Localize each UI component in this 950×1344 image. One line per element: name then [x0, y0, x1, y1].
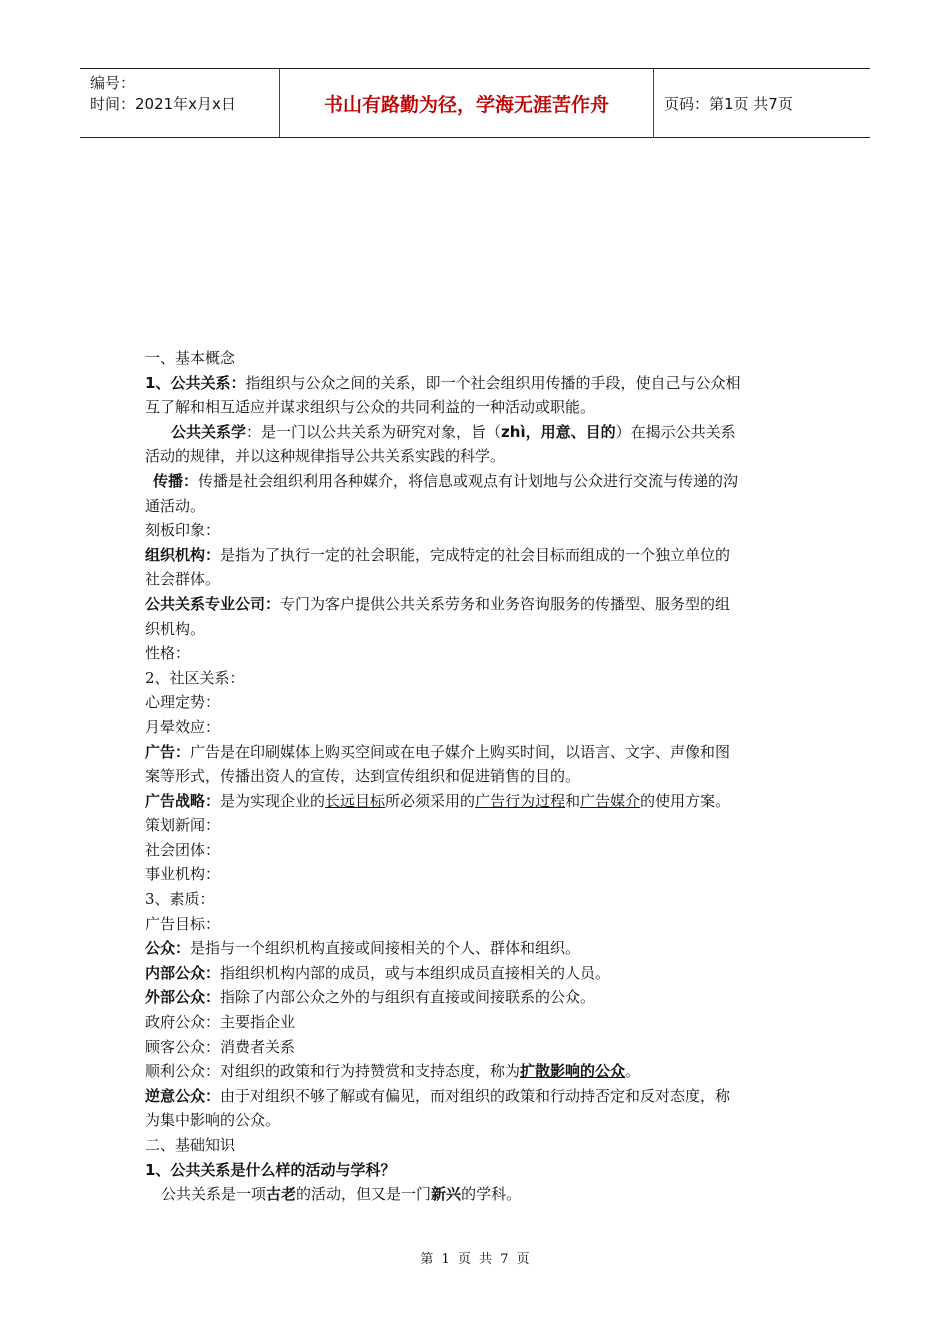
term-public-relations: 公共关系：: [170, 373, 246, 392]
paragraph-line: 活动的规律，并以这种规律指导公共关系实践的科学。: [145, 447, 506, 466]
page-footer: 第 1 页 共 7 页: [420, 1252, 530, 1267]
paragraph-line: 社会团体：: [145, 840, 221, 859]
section-heading-basic-concepts: 一、基本概念: [145, 349, 236, 367]
paragraph-line: 组织机构：是指为了执行一定的社会职能，完成特定的社会目标而组成的一个独立单位的: [145, 545, 731, 564]
term-pr-science: 公共关系学: [171, 422, 247, 441]
paragraph-line: 3、素质：: [145, 890, 215, 909]
paragraph-line: 公共关系专业公司：专门为客户提供公共关系劳务和业务咨询服务的传播型、服务型的组: [145, 594, 731, 613]
paragraph-line: 策划新闻：: [145, 816, 221, 835]
paragraph-line: 通活动。: [145, 496, 206, 515]
term-organization: 组织机构：: [145, 545, 221, 564]
paragraph-line: 性格：: [145, 644, 191, 663]
document-body: [145, 346, 810, 1207]
paragraph-line: 传播：传播是社会组织利用各种媒介，将信息或观点有计划地与公众进行交流与传递的沟: [153, 471, 739, 490]
header-table: [80, 68, 870, 138]
paragraph-line: 内部公众：指组织机构内部的成员，或与本组织成员直接相关的人员。: [145, 963, 611, 982]
term-advertising: 广告：: [145, 742, 191, 761]
paragraph-line: 为集中影响的公众。: [145, 1111, 281, 1130]
paragraph-line: 公共关系学：是一门以公共关系为研究对象，旨（zhì，用意、目的）在揭示公共关系: [171, 422, 736, 441]
paragraph-line: 广告：广告是在印刷媒体上购买空间或在电子媒介上购买时间，以语言、文字、声像和图: [145, 742, 731, 761]
section-heading-basic-knowledge: 二、基础知识: [145, 1136, 236, 1154]
paragraph-line: 公众：是指与一个组织机构直接或间接相关的个人、群体和组织。: [145, 939, 581, 958]
header-info-cell: [80, 69, 280, 137]
paragraph-line: 外部公众：指除了内部公众之外的与组织有直接或间接联系的公众。: [145, 988, 596, 1007]
paragraph-line: 广告目标：: [145, 914, 221, 933]
term-internal-public: 内部公众：: [145, 963, 221, 982]
header-page-number: 页码：第1页 共7页: [664, 94, 793, 113]
paragraph-line: 1、公共关系：指组织与公众之间的关系，即一个社会组织用传播的手段，使自己与公众相: [145, 373, 741, 392]
paragraph-line: 顾客公众：消费者关系: [145, 1037, 296, 1056]
paragraph-line: 社会群体。: [145, 570, 221, 589]
paragraph-line: 织机构。: [145, 619, 206, 638]
paragraph-line: 事业机构：: [145, 865, 221, 884]
term-external-public: 外部公众：: [145, 988, 221, 1007]
paragraph-line: 政府公众：主要指企业: [145, 1013, 296, 1032]
paragraph-line: 2、社区关系：: [145, 668, 245, 687]
paragraph-line: 公共关系是一项古老的活动，但又是一门新兴的学科。: [161, 1185, 522, 1204]
document-time-label: 时间：2021年x月x日: [90, 95, 236, 113]
header-motto: 书山有路勤为径，学海无涯苦作舟: [280, 69, 654, 137]
paragraph-line: 案等形式，传播出资人的宣传，达到宣传组织和促进销售的目的。: [145, 767, 581, 786]
term-ad-strategy: 广告战略：: [145, 791, 221, 810]
paragraph-line: 心理定势：: [145, 693, 221, 712]
paragraph-line: 广告战略：是为实现企业的长远目标所必须采用的广告行为过程和广告媒介的使用方案。: [145, 791, 731, 810]
term-pr-company: 公共关系专业公司：: [145, 594, 281, 613]
document-number-label: 编号：: [90, 74, 136, 92]
paragraph-line: 逆意公众：由于对组织不够了解或有偏见，而对组织的政策和行动持否定和反对态度，称: [145, 1086, 731, 1105]
paragraph-line: 月晕效应：: [145, 717, 221, 736]
term-communication: 传播：: [153, 471, 199, 490]
term-adverse-public: 逆意公众：: [145, 1086, 221, 1105]
question-heading: 1、公共关系是什么样的活动与学科？: [145, 1160, 396, 1179]
paragraph-line: 互了解和相互适应并谋求组织与公众的共同利益的一种活动或职能。: [145, 398, 596, 417]
paragraph-line: 顺利公众：对组织的政策和行为持赞赏和支持态度，称为扩散影响的公众。: [145, 1062, 641, 1081]
paragraph-line: 刻板印象：: [145, 521, 221, 540]
term-public: 公众：: [145, 939, 191, 958]
